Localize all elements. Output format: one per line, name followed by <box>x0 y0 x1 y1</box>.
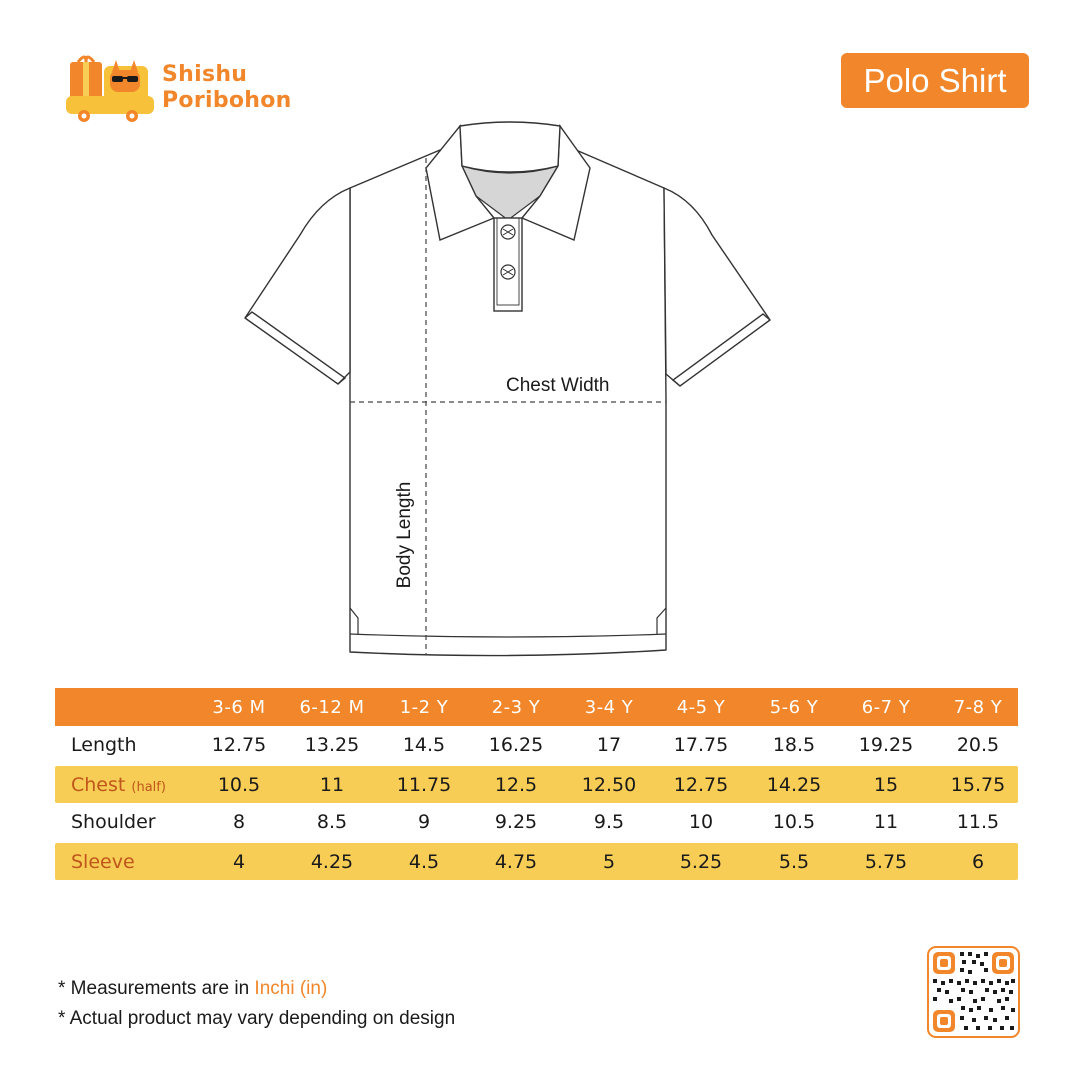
table-cell: 14.25 <box>766 773 822 796</box>
table-cell: 15.75 <box>950 773 1006 796</box>
table-row-length <box>55 728 1018 762</box>
table-cell: 6 <box>971 850 985 873</box>
size-header: 6-7 Y <box>861 696 911 718</box>
table-cell: 11.5 <box>956 811 1000 833</box>
table-cell: 17 <box>596 734 622 756</box>
unit-note <box>58 976 455 1006</box>
product-title-badge: Polo Shirt <box>841 53 1029 108</box>
table-cell: 10.5 <box>772 811 816 833</box>
row-label-note: (half) <box>131 779 166 795</box>
table-cell: 10 <box>688 811 714 833</box>
table-cell: 8.5 <box>316 811 348 833</box>
table-cell: 12.5 <box>494 773 538 796</box>
table-cell: 9.25 <box>494 811 538 833</box>
size-header: 3-6 M <box>212 696 266 718</box>
table-cell: 5.25 <box>679 850 723 873</box>
footnotes <box>58 976 455 1036</box>
table-cell: 12.75 <box>673 773 729 796</box>
table-cell: 4.5 <box>408 850 440 873</box>
table-cell: 19.25 <box>858 734 914 756</box>
brand-name-line1: Shishu <box>162 62 248 87</box>
table-cell: 17.75 <box>673 734 729 756</box>
disclaimer-note: * Actual product may vary depending on design <box>58 1008 456 1029</box>
table-cell: 4 <box>232 850 246 873</box>
table-cell: 4.75 <box>494 850 538 873</box>
table-cell: 5.75 <box>864 850 908 873</box>
size-header: 1-2 Y <box>399 696 449 718</box>
size-header: 5-6 Y <box>769 696 819 718</box>
table-cell: 15 <box>873 773 899 796</box>
table-header-row <box>55 688 1018 726</box>
table-cell: 8 <box>232 811 246 833</box>
row-label: Sleeve <box>71 850 135 873</box>
table-row-shoulder <box>55 805 1018 839</box>
table-cell: 10.5 <box>217 773 261 796</box>
table-cell: 9 <box>417 811 431 833</box>
table-cell: 11 <box>873 811 899 833</box>
table-cell: 12.75 <box>211 734 267 756</box>
table-cell: 11 <box>319 773 345 796</box>
table-row-sleeve <box>55 843 1018 880</box>
size-header: 7-8 Y <box>953 696 1003 718</box>
chest-width-label: Chest Width <box>506 375 610 396</box>
table-cell: 5.5 <box>778 850 810 873</box>
table-cell: 12.50 <box>581 773 637 796</box>
size-header: 4-5 Y <box>676 696 726 718</box>
table-cell: 18.5 <box>772 734 816 756</box>
table-cell: 11.75 <box>396 773 452 796</box>
brand-name-line2: Poribohon <box>162 88 292 113</box>
body-length-label: Body Length <box>394 481 415 589</box>
table-row-chest <box>55 766 1018 803</box>
table-cell: 16.25 <box>488 734 544 756</box>
row-label <box>55 774 200 796</box>
table-cell: 14.5 <box>402 734 446 756</box>
table-cell: 13.25 <box>304 734 360 756</box>
row-label-text: Chest <box>71 773 126 796</box>
table-cell: 4.25 <box>310 850 354 873</box>
qr-code-icon[interactable] <box>927 946 1020 1038</box>
unit-note-prefix: * Measurements are in <box>58 978 255 999</box>
table-cell: 5 <box>602 850 616 873</box>
unit-note-value: Inchi (in) <box>254 978 328 999</box>
row-label: Shoulder <box>71 811 156 833</box>
size-header: 3-4 Y <box>584 696 634 718</box>
size-header: 6-12 M <box>299 696 365 718</box>
table-cell: 9.5 <box>593 811 625 833</box>
table-cell: 20.5 <box>956 734 1000 756</box>
size-header: 2-3 Y <box>491 696 541 718</box>
row-label: Length <box>71 734 137 756</box>
